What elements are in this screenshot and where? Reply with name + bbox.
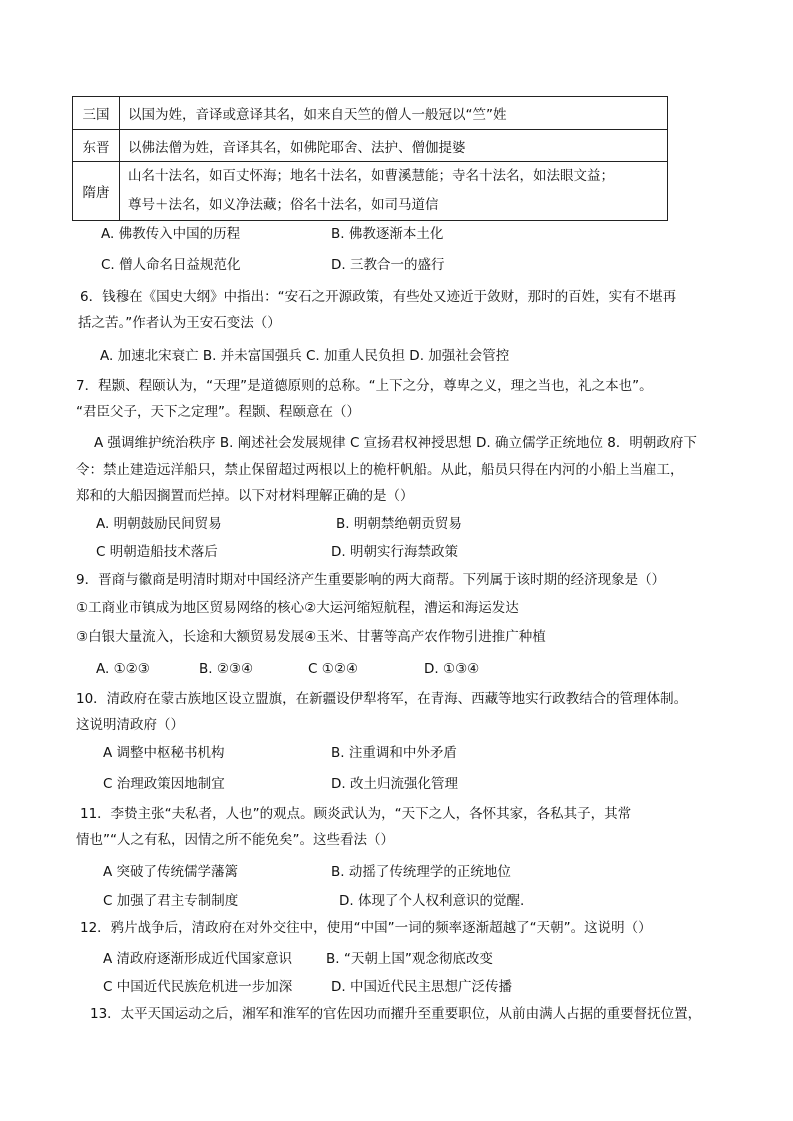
era-cell: 三国 [73, 97, 120, 130]
q11-stem-line: 11．李贽主张“夫私者，人也”的观点。顾炎武认为，“天下之人，各怀其家，各私其子，其常 [80, 806, 632, 822]
q8-stem-line: 令：禁止建造远洋船只，禁止保留超过两根以上的桅杆帆船。从此，船员只得在内河的小船上当雇工， [76, 462, 684, 478]
q9-statement-line: ③白银大量流入，长途和大额贸易发展④玉米、甘薯等高产农作物引进推广种植 [76, 629, 546, 645]
q11-option-c: C 加强了君主专制制度 [103, 893, 239, 909]
q7-stem-line: 7．程颢、程颐认为，“天理”是道德原则的总称。“上下之分，尊卑之义，理之当也，礼之本也”。 [76, 378, 653, 394]
q7-stem-line: “君臣父子，天下之定理”。程颢、程颐意在（） [76, 404, 360, 420]
content-line: 山名十法名，如百丈怀海；地名十法名，如曹溪慧能；寺名十法名，如法眼文益； [128, 168, 614, 184]
table-row [73, 97, 668, 130]
q8-option-a: A. 明朝鼓励民间贸易 [96, 516, 222, 532]
q10-option-b: B. 注重调和中外矛盾 [331, 745, 457, 761]
table-row [73, 130, 668, 162]
q8-stem-line: 郑和的大船因搁置而烂掉。以下对材料理解正确的是（） [76, 488, 414, 504]
q11-option-d: D. 体现了个人权利意识的觉醒. [339, 893, 525, 909]
q12-stem-line: 12．鸦片战争后，清政府在对外交往中，使用“中国”一词的频率逐渐超越了“天朝”。这说明（） [80, 920, 652, 936]
q8-option-c: C 明朝造船技术落后 [96, 544, 218, 560]
q10-option-c: C 治理政策因地制宜 [103, 776, 225, 792]
q5-option-a: A. 佛教传入中国的历程 [101, 226, 241, 242]
q9-option-d: D. ①③④ [424, 661, 480, 677]
q8-option-b: B. 明朝禁绝朝贡贸易 [336, 516, 462, 532]
q12-option-d: D. 中国近代民主思想广泛传播 [331, 979, 512, 995]
q10-option-d: D. 改土归流强化管理 [331, 776, 458, 792]
monk-naming-table [72, 96, 668, 221]
q8-option-d: D. 明朝实行海禁政策 [331, 544, 458, 560]
q6-stem-line: 括之苦。”作者认为王安石变法（） [78, 315, 281, 331]
q7-options-line: A 强调维护统治秩序 B. 阐述社会发展规律 C 宣扬君权神授思想 D. 确立儒学正统地位 8．明朝政府下 [94, 435, 697, 451]
q6-options: A. 加速北宋衰亡 B. 并未富国强兵 C. 加重人民负担 D. 加强社会管控 [100, 348, 510, 364]
q9-option-c: C ①②④ [308, 661, 359, 677]
q5-option-c: C. 僧人命名日益规范化 [101, 257, 241, 273]
q12-option-a: A 清政府逐渐形成近代国家意识 [103, 951, 293, 967]
q5-option-b: B. 佛教逐渐本土化 [331, 226, 444, 242]
q11-option-b: B. 动摇了传统理学的正统地位 [331, 864, 511, 880]
q9-stem-line: 9．晋商与徽商是明清时期对中国经济产生重要影响的两大商帮。下列属于该时期的经济现象是（） [76, 572, 666, 588]
q12-option-c: C 中国近代民族危机进一步加深 [103, 979, 293, 995]
q11-option-a: A 突破了传统儒学藩篱 [103, 864, 239, 880]
era-cell: 隋唐 [73, 162, 120, 221]
content-cell [120, 162, 668, 221]
q13-stem-line: 13．太平天国运动之后，湘军和淮军的官佐因功而擢升至重要职位，从前由满人占据的重要督抚位置， [90, 1006, 702, 1022]
q9-statement-line: ①工商业市镇成为地区贸易网络的核心②大运河缩短航程，漕运和海运发达 [76, 600, 519, 616]
q9-option-b: B. ②③④ [199, 661, 254, 677]
q12-option-b: B. “天朝上国”观念彻底改变 [326, 951, 493, 967]
content-cell: 以佛法僧为姓，音译其名，如佛陀耶舍、法护、僧伽提婆 [120, 130, 668, 162]
table-row [73, 162, 668, 221]
q10-stem-line: 10．清政府在蒙古族地区设立盟旗，在新疆设伊犁将军，在青海、西藏等地实行政教结合的管理体制。 [76, 691, 688, 707]
era-cell: 东晋 [73, 130, 120, 162]
content-line: 尊号＋法名，如义净法藏；俗名十法名，如司马道信 [128, 197, 439, 213]
q10-option-a: A 调整中枢秘书机构 [103, 745, 225, 761]
content-cell: 以国为姓，音译或意译其名，如来自天竺的僧人一般冠以“竺”姓 [120, 97, 668, 130]
q6-stem-line: 6．钱穆在《国史大纲》中指出：“安石之开源政策，有些处又迹近于敛财，那时的百姓，实有不堪再 [80, 289, 677, 305]
q10-stem-line: 这说明清政府（） [76, 717, 184, 733]
q5-option-d: D. 三教合一的盛行 [331, 257, 445, 273]
q9-option-a: A. ①②③ [96, 661, 150, 677]
q11-stem-line: 情也”“人之有私，因情之所不能免矣”。这些看法（） [76, 832, 394, 848]
